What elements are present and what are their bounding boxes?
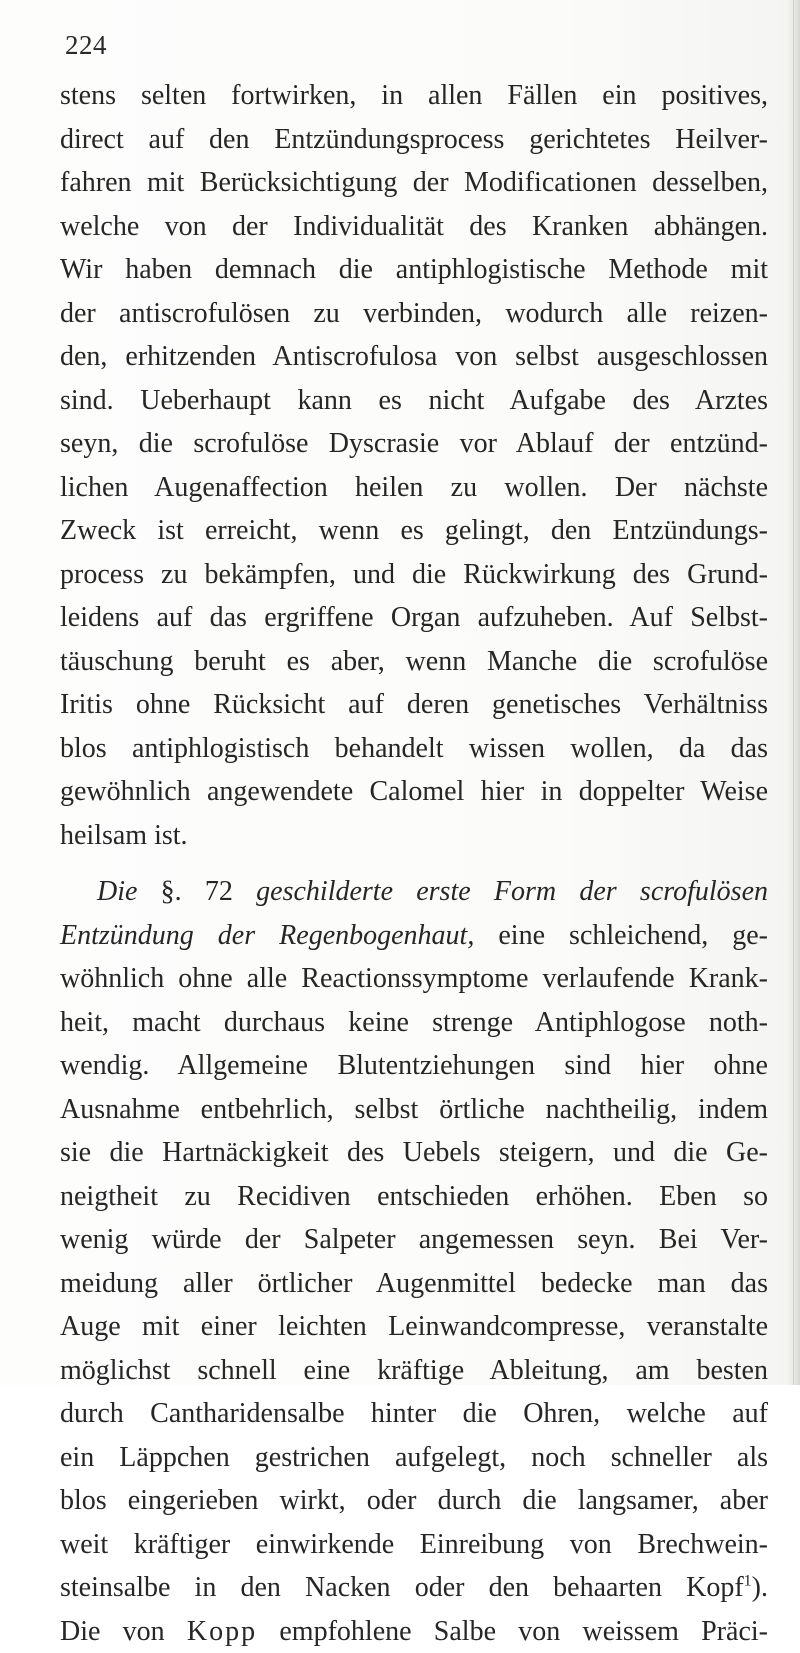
text-line	[60, 1610, 768, 1653]
text-line: sie die Hartnäckigkeit des Uebels steigern, und die Ge-	[60, 1131, 768, 1175]
text-line: Auge mit einer leichten Leinwandcompresse, veranstalte	[60, 1305, 768, 1349]
plain-text: eine schleichend, ge-	[474, 920, 768, 951]
text-line: meidung aller örtlicher Augenmittel bedecke man das	[60, 1262, 768, 1306]
text-line	[60, 914, 768, 958]
text-line: seyn, die scrofulöse Dyscrasie vor Ablauf der entzünd-	[60, 422, 768, 466]
plain-text: empfohlene Salbe von weissem Präci-	[257, 1616, 768, 1647]
section-reference: §. 72	[137, 876, 256, 907]
text-line: weit kräftiger einwirkende Einreibung von Brechwein-	[60, 1523, 768, 1567]
text-line: wendig. Allgemeine Blutentziehungen sind hier ohne	[60, 1044, 768, 1088]
text-line: fahren mit Berücksichtigung der Modificationen desselben,	[60, 161, 768, 205]
text-line	[60, 870, 768, 914]
text-line: Zweck ist erreicht, wenn es gelingt, den Entzündungs-	[60, 509, 768, 553]
text-line: möglichst schnell eine kräftige Ableitung, am besten	[60, 1349, 768, 1393]
text-line	[60, 1566, 768, 1610]
text-line: stens selten fortwirken, in allen Fällen ein positives,	[60, 74, 768, 118]
page-number: 224	[65, 30, 107, 61]
plain-text: Die von	[60, 1616, 187, 1647]
text-line: welche von der Individualität des Kranken abhängen.	[60, 205, 768, 249]
text-line: Iritis ohne Rücksicht auf deren genetisches Verhältniss	[60, 683, 768, 727]
body-text	[60, 74, 768, 1653]
plain-text: ).	[752, 1572, 768, 1603]
text-line: neigtheit zu Recidiven entschieden erhöhen. Eben so	[60, 1175, 768, 1219]
text-line: wenig würde der Salpeter angemessen seyn. Bei Ver-	[60, 1218, 768, 1262]
plain-text: steinsalbe in den Nacken oder den behaarten Kopf	[60, 1572, 744, 1603]
text-line: blos eingerieben wirkt, oder durch die langsamer, aber	[60, 1479, 768, 1523]
text-line: Wir haben demnach die antiphlogistische Methode mit	[60, 248, 768, 292]
text-line: ein Läppchen gestrichen aufgelegt, noch schneller als	[60, 1436, 768, 1480]
text-line: direct auf den Entzündungsprocess gerichtetes Heilver-	[60, 118, 768, 162]
footnote-mark[interactable]: 1	[744, 1573, 752, 1590]
text-line: heilsam ist.	[60, 814, 768, 858]
text-line: Ausnahme entbehrlich, selbst örtliche nachtheilig, indem	[60, 1088, 768, 1132]
author-name: Kopp	[187, 1616, 257, 1647]
italic-text: geschilderte erste Form der scrofulösen	[256, 876, 768, 907]
text-line: lichen Augenaffection heilen zu wollen. Der nächste	[60, 466, 768, 510]
text-line: blos antiphlogistisch behandelt wissen wollen, da das	[60, 727, 768, 771]
text-line: heit, macht durchaus keine strenge Antiphlogose noth-	[60, 1001, 768, 1045]
italic-text: Die	[97, 876, 137, 907]
paragraph-gap	[60, 857, 768, 870]
text-line: wöhnlich ohne alle Reactionssymptome verlaufende Krank-	[60, 957, 768, 1001]
text-line: leidens auf das ergriffene Organ aufzuheben. Auf Selbst-	[60, 596, 768, 640]
text-line: process zu bekämpfen, und die Rückwirkung des Grund-	[60, 553, 768, 597]
page-edge-line	[793, 0, 794, 1385]
italic-text: Entzündung der Regenbogenhaut,	[60, 920, 474, 951]
text-line: täuschung beruht es aber, wenn Manche die scrofulöse	[60, 640, 768, 684]
text-line: der antiscrofulösen zu verbinden, wodurch alle reizen-	[60, 292, 768, 336]
text-line: durch Cantharidensalbe hinter die Ohren, welche auf	[60, 1392, 768, 1436]
text-line: gewöhnlich angewendete Calomel hier in doppelter Weise	[60, 770, 768, 814]
text-line: den, erhitzenden Antiscrofulosa von selbst ausgeschlossen	[60, 335, 768, 379]
text-line: sind. Ueberhaupt kann es nicht Aufgabe des Arztes	[60, 379, 768, 423]
